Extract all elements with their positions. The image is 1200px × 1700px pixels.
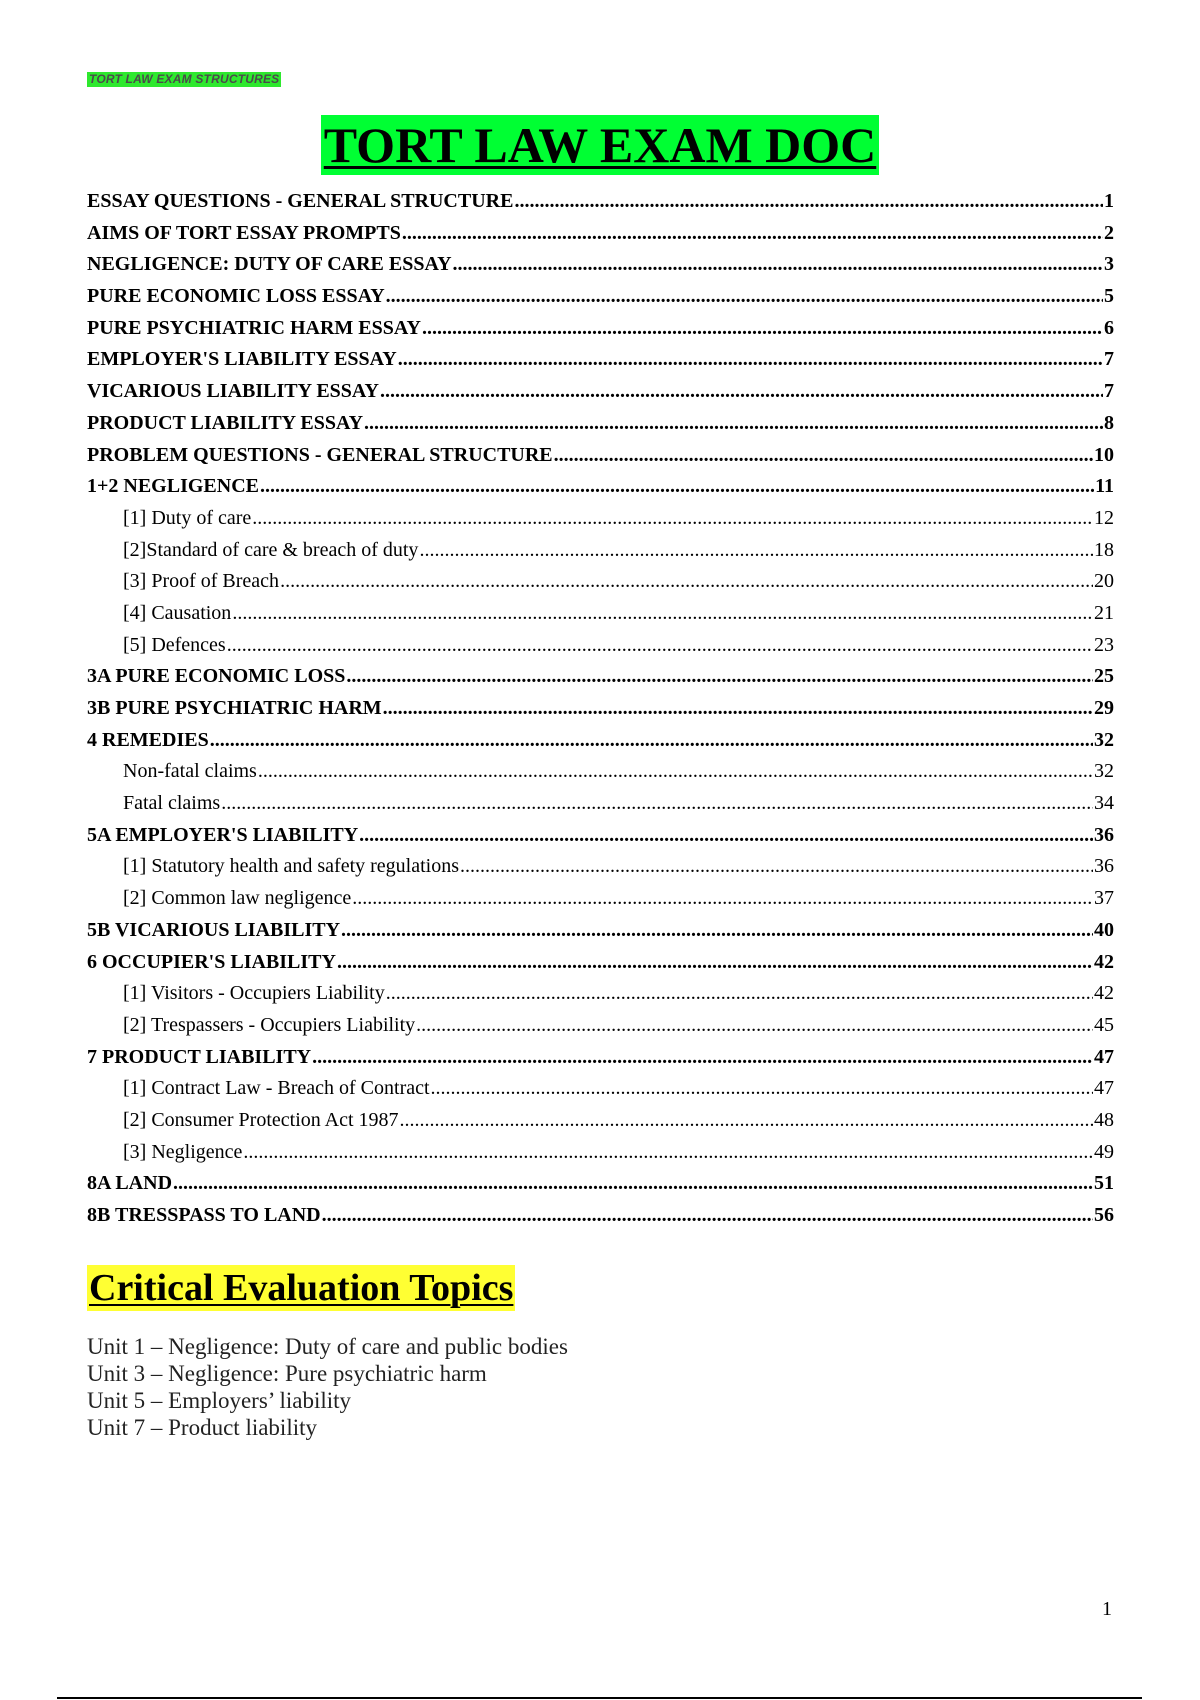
toc-entry[interactable] [87, 313, 1114, 345]
toc-entry-label: 4 REMEDIES [87, 728, 209, 751]
toc-entry-page: 23 [1094, 633, 1114, 656]
toc-entry-page: 34 [1094, 792, 1114, 815]
toc-dot-leader [173, 1168, 1093, 1200]
toc-dot-leader [346, 661, 1093, 693]
toc-dot-leader [416, 1010, 1093, 1042]
toc-entry-page: 20 [1094, 570, 1114, 593]
toc-dot-leader [221, 788, 1093, 820]
toc-dot-leader [210, 725, 1093, 757]
toc-entry-page: 32 [1094, 728, 1114, 751]
toc-entry-page: 11 [1095, 475, 1114, 498]
toc-subentry[interactable] [87, 535, 1114, 567]
toc-subentry[interactable] [87, 978, 1114, 1010]
toc-entry-label: [2] Consumer Protection Act 1987 [123, 1108, 399, 1131]
toc-entry-page: 40 [1094, 918, 1114, 941]
toc-entry[interactable] [87, 1200, 1114, 1232]
toc-dot-leader [364, 408, 1103, 440]
table-of-contents [87, 186, 1114, 1232]
toc-entry-page: 25 [1094, 665, 1114, 688]
toc-entry[interactable] [87, 218, 1114, 250]
toc-entry-label: 8B TRESSPASS TO LAND [87, 1204, 321, 1226]
toc-entry-page: 21 [1094, 601, 1114, 624]
toc-entry-page: 2 [1104, 221, 1114, 244]
toc-entry-page: 48 [1094, 1108, 1114, 1131]
toc-entry[interactable] [87, 281, 1114, 313]
toc-dot-leader [453, 249, 1103, 281]
toc-entry-page: 3 [1104, 253, 1114, 276]
toc-dot-leader [312, 1042, 1093, 1074]
title-container [0, 115, 1200, 175]
toc-entry-page: 32 [1094, 760, 1114, 783]
toc-entry-label: NEGLIGENCE: DUTY OF CARE ESSAY [87, 253, 452, 276]
toc-dot-leader [398, 344, 1103, 376]
toc-entry[interactable] [87, 1042, 1114, 1074]
toc-dot-leader [554, 440, 1093, 472]
toc-subentry[interactable] [87, 1105, 1114, 1137]
toc-entry-page: 49 [1094, 1140, 1114, 1163]
toc-subentry[interactable] [87, 1010, 1114, 1042]
toc-dot-leader [337, 947, 1093, 979]
toc-entry-page: 36 [1094, 823, 1114, 846]
toc-subentry[interactable] [87, 598, 1114, 630]
toc-subentry[interactable] [87, 788, 1114, 820]
toc-entry-label: 7 PRODUCT LIABILITY [87, 1045, 312, 1068]
toc-entry[interactable] [87, 947, 1114, 979]
toc-dot-leader [352, 883, 1093, 915]
toc-entry-label: PURE ECONOMIC LOSS ESSAY [87, 285, 385, 308]
toc-entry-page: 51 [1094, 1172, 1114, 1195]
toc-subentry[interactable] [87, 883, 1114, 915]
toc-entry-page: 45 [1094, 1013, 1114, 1036]
toc-entry[interactable] [87, 408, 1114, 440]
toc-entry-label: Fatal claims [123, 792, 221, 815]
toc-entry-label: 6 OCCUPIER'S LIABILITY [87, 950, 336, 973]
toc-dot-leader [380, 376, 1103, 408]
toc-entry-label: [1] Statutory health and safety regulations [123, 855, 460, 878]
toc-dot-leader [252, 503, 1093, 535]
toc-entry-page: 5 [1104, 285, 1114, 308]
toc-subentry[interactable] [87, 1137, 1114, 1169]
toc-entry[interactable] [87, 725, 1114, 757]
toc-entry[interactable] [87, 693, 1114, 725]
toc-dot-leader [280, 566, 1093, 598]
toc-subentry[interactable] [87, 630, 1114, 662]
toc-entry[interactable] [87, 471, 1114, 503]
page-number: 1 [1102, 1598, 1112, 1620]
toc-dot-leader [383, 693, 1093, 725]
toc-entry-page: 56 [1094, 1204, 1114, 1226]
toc-entry-page: 7 [1104, 348, 1114, 371]
critical-evaluation-topic-list [87, 1333, 568, 1441]
toc-entry-page: 37 [1094, 887, 1114, 910]
toc-dot-leader [386, 281, 1103, 313]
toc-dot-leader [431, 1073, 1093, 1105]
toc-entry-label: [2] Common law negligence [123, 887, 352, 910]
toc-entry[interactable] [87, 249, 1114, 281]
toc-entry[interactable] [87, 915, 1114, 947]
toc-entry-label: [5] Defences [123, 633, 226, 656]
toc-dot-leader [402, 218, 1103, 250]
critical-evaluation-topic: Unit 5 – Employers’ liability [87, 1388, 352, 1413]
toc-entry[interactable] [87, 661, 1114, 693]
toc-entry-label: [3] Negligence [123, 1140, 243, 1163]
toc-entry[interactable] [87, 820, 1114, 852]
toc-entry-label: 8A LAND [87, 1172, 173, 1195]
toc-entry-page: 42 [1094, 982, 1114, 1005]
toc-dot-leader [419, 535, 1093, 567]
toc-dot-leader [460, 851, 1093, 883]
toc-entry-label: [4] Causation [123, 601, 232, 624]
toc-entry-label: [2]Standard of care & breach of duty [123, 538, 419, 561]
toc-entry-label: PROBLEM QUESTIONS - GENERAL STRUCTURE [87, 443, 553, 466]
toc-entry-label: [1] Duty of care [123, 506, 252, 529]
toc-entry-page: 36 [1094, 855, 1114, 878]
toc-entry-page: 47 [1094, 1077, 1114, 1100]
toc-entry-label: EMPLOYER'S LIABILITY ESSAY [87, 348, 397, 371]
toc-dot-leader [341, 915, 1093, 947]
toc-entry-label: 5A EMPLOYER'S LIABILITY [87, 823, 359, 846]
toc-entry-label: [2] Trespassers - Occupiers Liability [123, 1013, 416, 1036]
toc-dot-leader [227, 630, 1093, 662]
toc-dot-leader [359, 820, 1093, 852]
critical-evaluation-topic: Unit 3 – Negligence: Pure psychiatric harm [87, 1361, 487, 1386]
toc-entry-page: 7 [1104, 380, 1114, 403]
toc-dot-leader [260, 471, 1094, 503]
toc-entry-label: 5B VICARIOUS LIABILITY [87, 918, 341, 941]
toc-entry-label: [1] Visitors - Occupiers Liability [123, 982, 385, 1005]
toc-entry-page: 47 [1094, 1045, 1114, 1068]
toc-entry-label: ESSAY QUESTIONS - GENERAL STRUCTURE [87, 190, 514, 212]
toc-subentry[interactable] [87, 566, 1114, 598]
toc-subentry[interactable] [87, 851, 1114, 883]
toc-entry[interactable] [87, 344, 1114, 376]
toc-entry[interactable] [87, 440, 1114, 472]
toc-dot-leader [322, 1200, 1093, 1232]
toc-entry-page: 6 [1104, 316, 1114, 339]
toc-entry-label: VICARIOUS LIABILITY ESSAY [87, 380, 379, 403]
toc-entry-label: 3B PURE PSYCHIATRIC HARM [87, 697, 382, 719]
toc-dot-leader [400, 1105, 1093, 1137]
toc-dot-leader [232, 598, 1093, 630]
toc-entry-page: 29 [1094, 697, 1114, 719]
toc-entry[interactable] [87, 376, 1114, 408]
toc-entry-label: [3] Proof of Breach [123, 570, 280, 593]
toc-entry-label: [1] Contract Law - Breach of Contract [123, 1077, 430, 1100]
toc-dot-leader [243, 1137, 1093, 1169]
toc-subentry[interactable] [87, 1073, 1114, 1105]
toc-dot-leader [258, 756, 1093, 788]
toc-entry-label: Non-fatal claims [123, 760, 257, 783]
toc-entry-page: 12 [1094, 506, 1114, 529]
critical-evaluation-topic: Unit 7 – Product liability [87, 1415, 317, 1440]
toc-entry-page: 1 [1104, 190, 1114, 212]
toc-entry-page: 42 [1094, 950, 1114, 973]
toc-subentry[interactable] [87, 756, 1114, 788]
toc-entry-label: AIMS OF TORT ESSAY PROMPTS [87, 221, 401, 244]
toc-dot-leader [386, 978, 1093, 1010]
toc-entry-label: 1+2 NEGLIGENCE [87, 475, 259, 498]
toc-entry-label: PURE PSYCHIATRIC HARM ESSAY [87, 316, 421, 339]
toc-entry-page: 18 [1094, 538, 1114, 561]
toc-entry-page: 8 [1104, 411, 1114, 434]
running-header: TORT LAW EXAM STRUCTURES [89, 72, 280, 86]
critical-evaluation-heading: Critical Evaluation Topics [89, 1267, 514, 1309]
toc-subentry[interactable] [87, 503, 1114, 535]
document-title: TORT LAW EXAM DOC [321, 115, 880, 175]
toc-entry-page: 10 [1094, 443, 1114, 466]
toc-dot-leader [514, 186, 1103, 218]
toc-entry-label: PRODUCT LIABILITY ESSAY [87, 411, 364, 434]
critical-evaluation-topic: Unit 1 – Negligence: Duty of care and public bodies [87, 1334, 568, 1359]
toc-entry-label: 3A PURE ECONOMIC LOSS [87, 665, 346, 688]
toc-entry[interactable] [87, 186, 1114, 218]
toc-entry[interactable] [87, 1168, 1114, 1200]
toc-dot-leader [422, 313, 1103, 345]
footer-divider [57, 1697, 1142, 1699]
